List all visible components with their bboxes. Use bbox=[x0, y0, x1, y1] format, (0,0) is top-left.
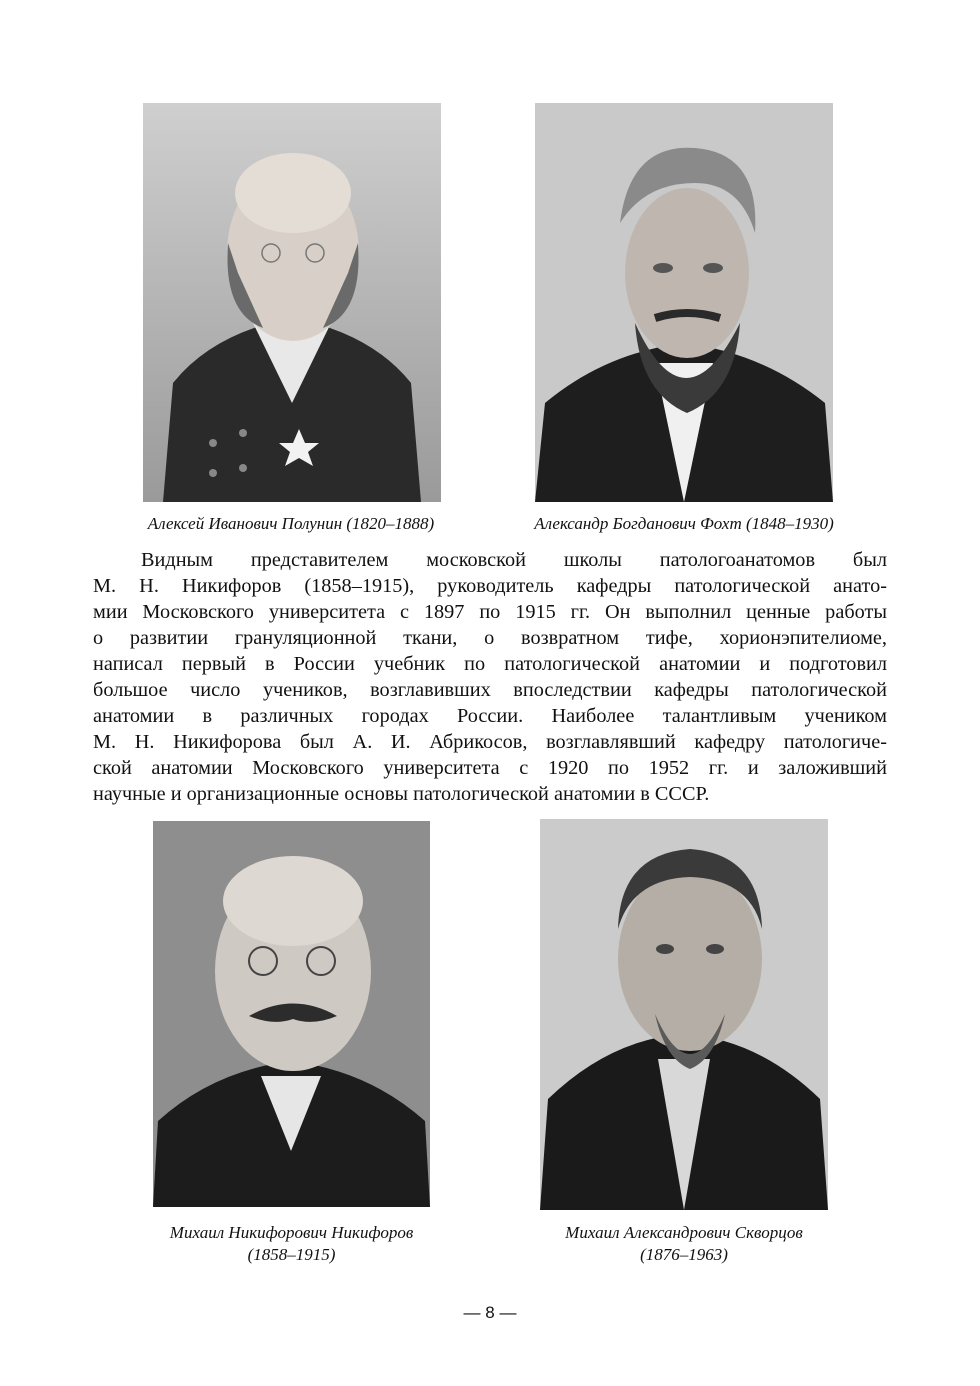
body-line: анатомии в различных городах России. Наиболее талантливым учеником bbox=[93, 705, 887, 727]
portrait-photo-icon bbox=[535, 103, 833, 502]
page-number: — 8 — bbox=[463, 1303, 517, 1322]
portrait-skvortsov bbox=[540, 819, 828, 1210]
portrait-nikiforov bbox=[153, 821, 430, 1207]
body-line: Видным представителем московской школы патологоанатомов был bbox=[141, 549, 887, 571]
portrait-fokht bbox=[535, 103, 833, 502]
body-line: мии Московского университета с 1897 по 1915 гг. Он выполнил ценные работы bbox=[93, 601, 887, 623]
caption-fokht: Александр Богданович Фохт (1848–1930) bbox=[534, 514, 834, 533]
body-line: большое число учеников, возглавивших впоследствии кафедры патологической bbox=[93, 679, 887, 701]
body-line: научные и организационные основы патологической анатомии в СССР. bbox=[93, 783, 710, 805]
body-paragraph bbox=[93, 547, 887, 807]
caption-skvortsov-line1: Михаил Александрович Скворцов bbox=[565, 1223, 803, 1242]
portrait-photo-icon bbox=[540, 819, 828, 1210]
body-line: ской анатомии Московского университета с 1920 по 1952 гг. и заложивший bbox=[93, 757, 887, 779]
portrait-photo-icon bbox=[153, 821, 430, 1207]
portrait-polunin bbox=[143, 103, 441, 502]
caption-nikiforov-line1: Михаил Никифорович Никифоров bbox=[169, 1223, 414, 1242]
body-line: о развитии грануляционной ткани, о возвратном тифе, хорионэпителиоме, bbox=[93, 627, 887, 649]
portrait-photo-icon bbox=[143, 103, 441, 502]
body-line: М. Н. Никифорова был А. И. Абрикосов, возглавлявший кафедру патологиче- bbox=[93, 731, 887, 753]
caption-polunin: Алексей Иванович Полунин (1820–1888) bbox=[147, 514, 435, 533]
body-line: М. Н. Никифоров (1858–1915), руководитель кафедры патологической анато- bbox=[93, 575, 887, 597]
caption-skvortsov-line2: (1876–1963) bbox=[640, 1245, 728, 1264]
body-line: написал первый в России учебник по патологической анатомии и подготовил bbox=[93, 653, 887, 675]
caption-nikiforov-line2: (1858–1915) bbox=[247, 1245, 336, 1264]
